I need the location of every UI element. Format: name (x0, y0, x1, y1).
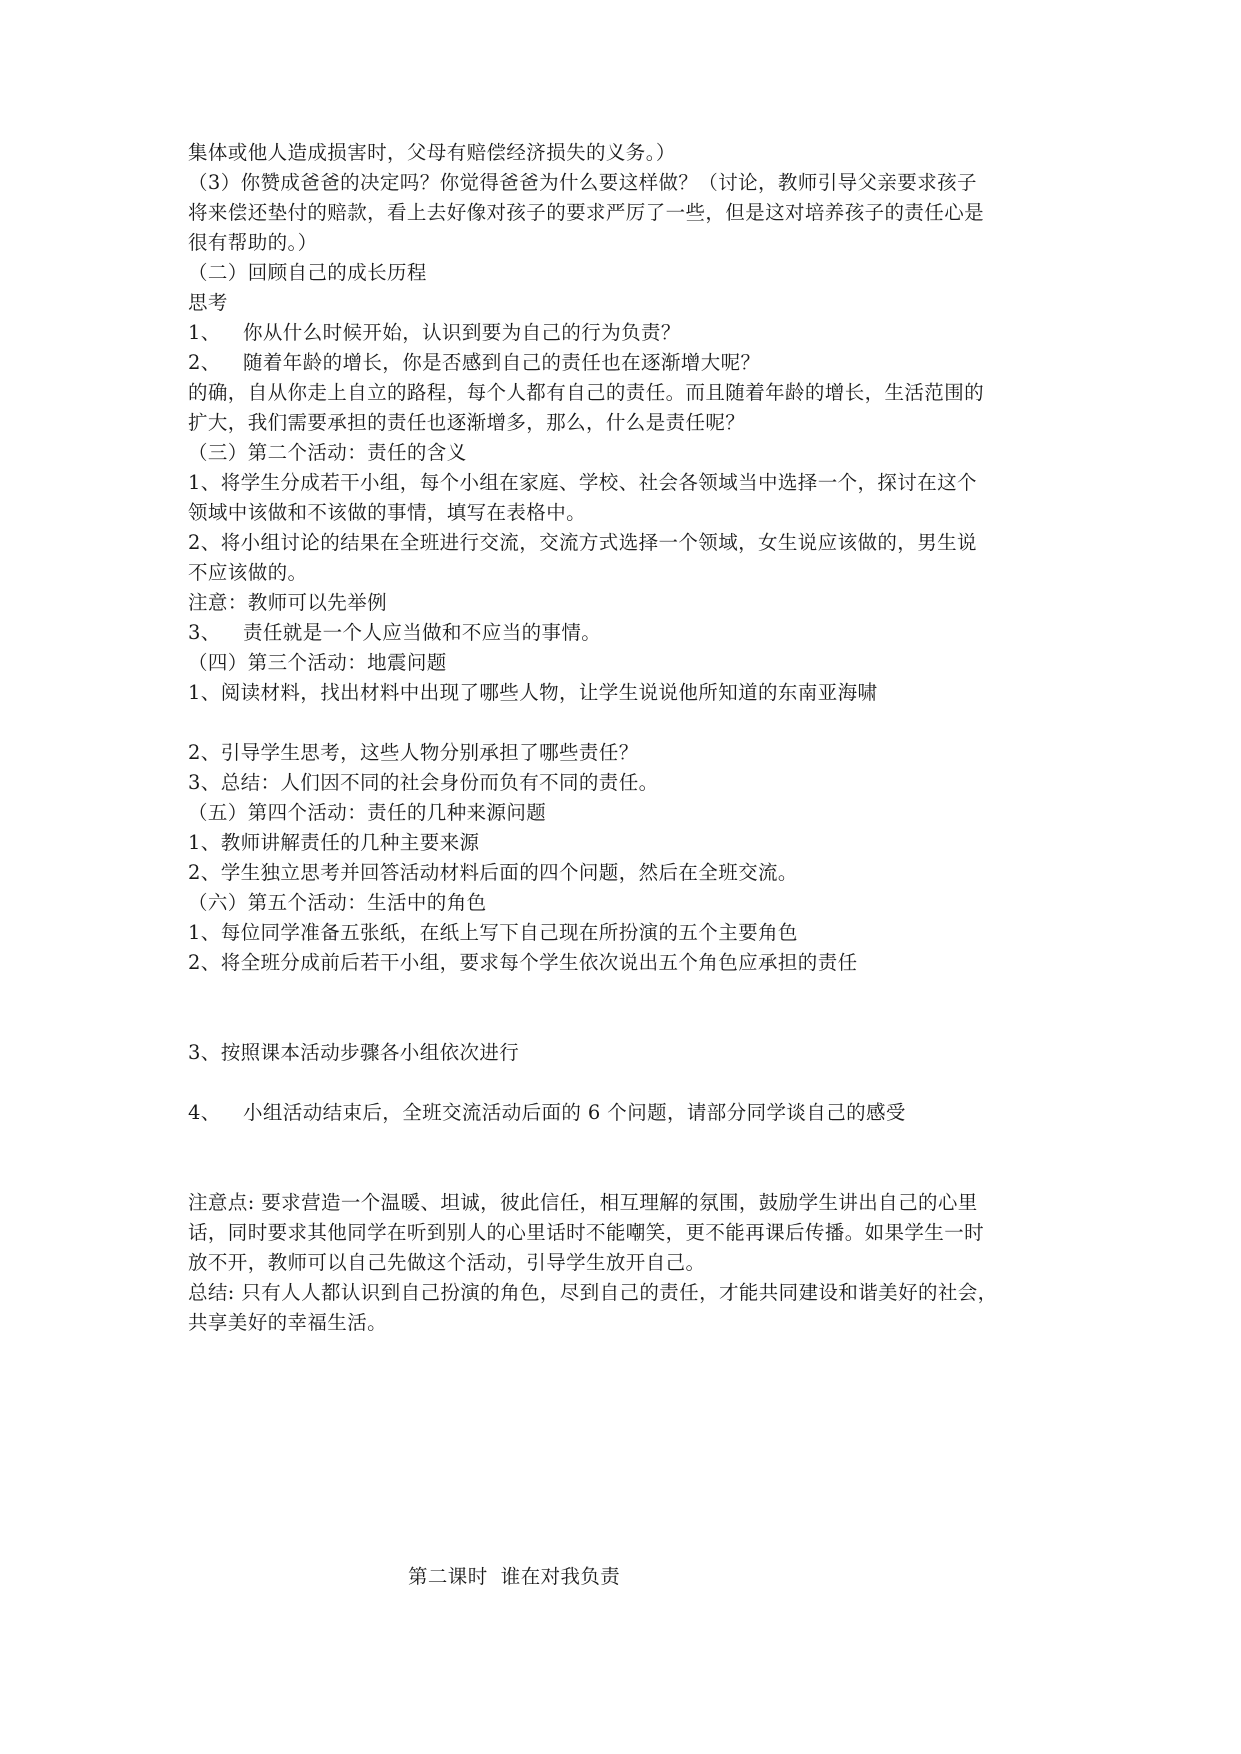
paragraph-line: 思考 (188, 291, 228, 314)
item-number: 4、 (188, 1101, 221, 1124)
paragraph-line: 扩大，我们需要承担的责任也逐渐增多，那么，什么是责任呢？ (188, 411, 746, 434)
paragraph-line: 领域中该做和不该做的事情，填写在表格中。 (188, 501, 587, 524)
paragraph-line: 2、引导学生思考，这些人物分别承担了哪些责任？ (188, 741, 639, 764)
paragraph-line: 放不开，教师可以自己先做这个活动，引导学生放开自己。 (188, 1251, 706, 1274)
section-heading: （三）第二个活动：责任的含义 (188, 441, 467, 464)
section-heading: （五）第四个活动：责任的几种来源问题 (188, 801, 547, 824)
paragraph-line: 3、按照课本活动步骤各小组依次进行 (188, 1041, 520, 1064)
item-number: 3、 (188, 621, 221, 644)
item-text: 你从什么时候开始，认识到要为自己的行为负责？ (243, 321, 681, 344)
paragraph-line: 2、将全班分成前后若干小组，要求每个学生依次说出五个角色应承担的责任 (188, 951, 858, 974)
paragraph-line: 2、将小组讨论的结果在全班进行交流，交流方式选择一个领域，女生说应该做的，男生说 (188, 531, 977, 554)
item-number: 1、 (188, 321, 221, 344)
paragraph-line: 共享美好的幸福生活。 (188, 1311, 388, 1334)
paragraph-line: 2、学生独立思考并回答活动材料后面的四个问题，然后在全班交流。 (188, 861, 798, 884)
paragraph-line: 1、每位同学准备五张纸，在纸上写下自己现在所扮演的五个主要角色 (188, 921, 798, 944)
paragraph-line: 总结: 只有人人都认识到自己扮演的角色，尽到自己的责任，才能共同建设和谐美好的社会， (188, 1281, 998, 1304)
paragraph-line: 注意点: 要求营造一个温暖、坦诚，彼此信任，相互理解的氛围，鼓励学生讲出自己的心里 (188, 1191, 978, 1214)
numbered-item (188, 318, 1068, 348)
numbered-item (188, 1098, 1068, 1128)
paragraph-line: 不应该做的。 (188, 561, 308, 584)
paragraph-line: 很有帮助的。） (188, 231, 318, 254)
paragraph-line: 集体或他人造成损害时，父母有赔偿经济损失的义务。） (188, 141, 676, 164)
paragraph-line: （3）你赞成爸爸的决定吗？你觉得爸爸为什么要这样做？（讨论，教师引导父亲要求孩子 (188, 171, 977, 194)
section-heading: （四）第三个活动：地震问题 (188, 651, 447, 674)
item-number: 2、 (188, 351, 221, 374)
section-heading: （二）回顾自己的成长历程 (188, 261, 427, 284)
paragraph-line: 话，同时要求其他同学在听到别人的心里话时不能嘲笑，更不能再课后传播。如果学生一时 (188, 1221, 985, 1244)
item-text: 小组活动结束后，全班交流活动后面的 6 个问题，请部分同学谈自己的感受 (243, 1101, 906, 1124)
section-heading: （六）第五个活动：生活中的角色 (188, 891, 487, 914)
lesson-title: 第二课时 谁在对我负责 (408, 1565, 621, 1588)
paragraph-line: 3、总结：人们因不同的社会身份而负有不同的责任。 (188, 771, 659, 794)
numbered-item (188, 348, 1068, 378)
numbered-item (188, 618, 1068, 648)
paragraph-line: 将来偿还垫付的赔款，看上去好像对孩子的要求严厉了一些，但是这对培养孩子的责任心是 (188, 201, 985, 224)
item-text: 随着年龄的增长，你是否感到自己的责任也在逐渐增大呢？ (243, 351, 761, 374)
paragraph-line: 1、教师讲解责任的几种主要来源 (188, 831, 480, 854)
paragraph-line: 1、阅读材料，找出材料中出现了哪些人物，让学生说说他所知道的东南亚海啸 (188, 681, 878, 704)
paragraph-line: 的确，自从你走上自立的路程，每个人都有自己的责任。而且随着年龄的增长，生活范围的 (188, 381, 985, 404)
paragraph-line: 注意：教师可以先举例 (188, 591, 388, 614)
paragraph-line: 1、将学生分成若干小组，每个小组在家庭、学校、社会各领域当中选择一个，探讨在这个 (188, 471, 977, 494)
item-text: 责任就是一个人应当做和不应当的事情。 (243, 621, 602, 644)
